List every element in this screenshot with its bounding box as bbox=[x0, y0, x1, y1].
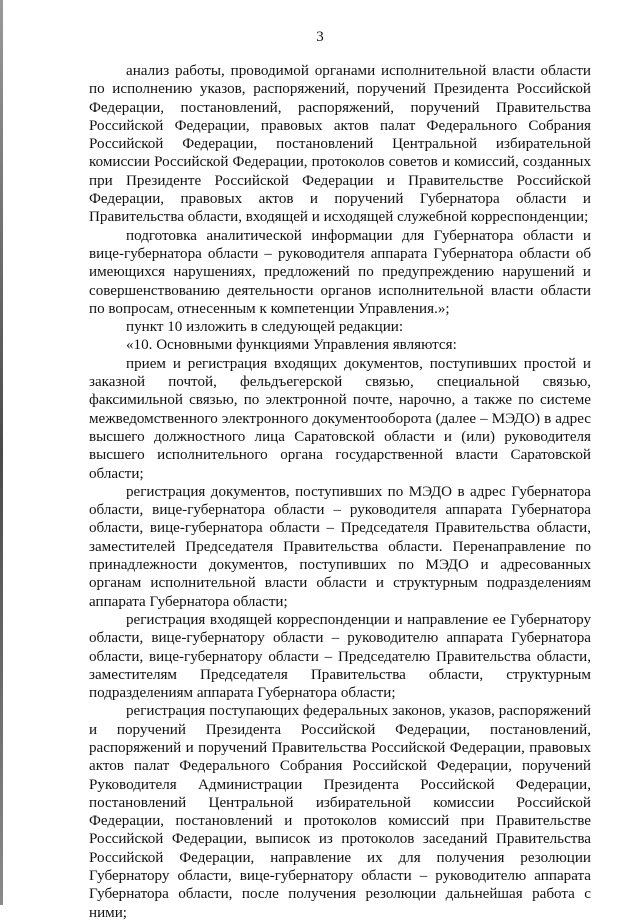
paragraph-federal-acts-registration: регистрация поступающих федеральных законов, указов, распоряжений и поручений Президента Российской Федерации, постановлений, распоряжений и поручений Правительства Российской Федерации, правовых актов палат Федерального Собрания Российской Федерации, поручений Руководителя Администрации Президента Российской Федерации, постановлений Центральной избирательной комиссии Российской Федерации, постановлений и протоколов комиссий при Правительстве Российской Федерации, выписок из протоколов заседаний Правительства Российской Федерации, направление их для получения резолюции Губернатору области, вице-губернатору области – руководителю аппарата Губернатора области, после получения резолюции дальнейшая работа с ними; bbox=[89, 703, 591, 921]
paragraph-medo-registration: регистрация документов, поступивших по МЭДО в адрес Губернатора области, вице-губернатора области – руководителя аппарата Губернатора области, вице-губернатора области – Председателя Правительства области, заместителей Председателя Правительства области. Перенаправление по принадлежности документов, поступивших по МЭДО и адресованных органам исполнительной власти области и структурным подразделениям аппарата Губернатора области; bbox=[89, 483, 591, 610]
page-number: 3 bbox=[316, 29, 324, 45]
paragraph-incoming-correspondence: регистрация входящей корреспонденции и направление ее Губернатору области, вице-губернатору области – руководителю аппарата Губернатора области, вице-губернатору области – Председателю Правительства области, заместителям Председателя Правительства области, структурным подразделениям аппарата Губернатора области; bbox=[89, 611, 591, 702]
paragraph-reception-registration: прием и регистрация входящих документов, поступивших простой и заказной почтой, фельдъегерской связью, специальной связью, факсимильной связью, по электронной почте, нарочно, а также по системе межведомственного электронного документооборота (далее – МЭДО) в адрес высшего должностного лица Саратовской области и (или) руководителя высшего исполнительного органа государственной власти Саратовской области; bbox=[89, 355, 591, 482]
paragraph-analytics-preparation: подготовка аналитической информации для Губернатора области и вице-губернатора области – руководителя аппарата Губернатора области об имеющихся нарушениях, предложений по предупреждению нарушений и совершенствованию деятельности органов исполнительной власти области по вопросам, отнесенным к компетенции Управления.»; bbox=[89, 227, 591, 317]
paragraph-item-10-amendment: пункт 10 изложить в следующей редакции: bbox=[126, 319, 404, 336]
document-body bbox=[89, 62, 591, 922]
paragraph-analysis: анализ работы, проводимой органами исполнительной власти области по исполнению указов, распоряжений, поручений Президента Российской Федерации, постановлений, распоряжений, поручений Правительства Российской Федерации, правовых актов палат Федерального Собрания Российской Федерации, постановлений Центральной избирательной комиссии Российской Федерации, протоколов советов и комиссий, созданных при Президенте Российской Федерации и Правительстве Российской Федерации, правовых актов и поручений Губернатора области и Правительства области, входящей и исходящей служебной корреспонденции; bbox=[89, 63, 591, 226]
paragraph-functions-heading: «10. Основными функциями Управления являются: bbox=[126, 337, 457, 354]
scan-edge-shadow bbox=[0, 0, 3, 905]
